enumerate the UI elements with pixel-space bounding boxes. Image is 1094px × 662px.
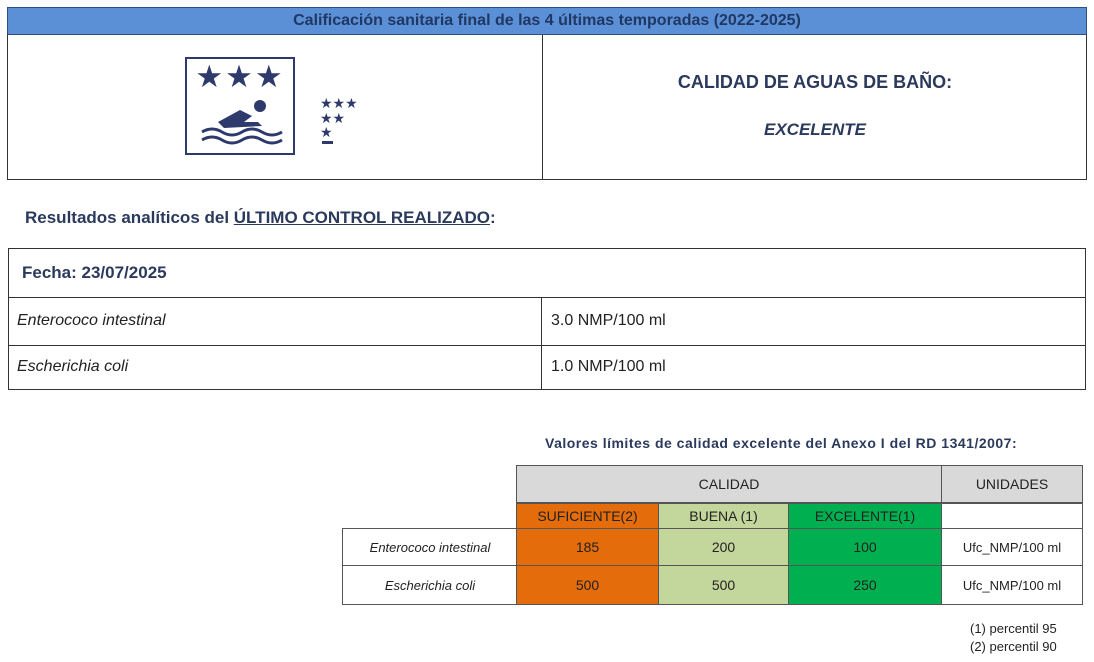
limit-row-name: Escherichia coli <box>342 565 517 605</box>
limit-units: Ufc_NMP/100 ml <box>941 565 1083 605</box>
limits-heading: Valores límites de calidad excelente del Anexo I del RD 1341/2007: <box>545 435 1018 451</box>
col-excelente: EXCELENTE(1) <box>788 503 942 529</box>
svg-text:★: ★ <box>320 125 333 141</box>
limit-units: Ufc_NMP/100 ml <box>941 528 1083 566</box>
units-blank <box>941 503 1083 529</box>
svg-text:★★★: ★★★ <box>320 96 358 112</box>
sample-date: Fecha: 23/07/2025 <box>22 263 167 282</box>
classification-divider <box>542 35 543 180</box>
results-table <box>8 248 1086 390</box>
results-column-divider <box>541 297 542 390</box>
last-control-link[interactable]: ÚLTIMO CONTROL REALIZADO <box>233 208 491 227</box>
table-row <box>9 345 1085 391</box>
footnote: (2) percentil 90 <box>970 639 1057 654</box>
units-header: UNIDADES <box>941 465 1083 503</box>
quality-rating: EXCELENTE <box>763 120 867 139</box>
madrid-flag-icon <box>318 95 368 150</box>
quality-title: CALIDAD DE AGUAS DE BAÑO: <box>677 72 953 92</box>
svg-text:★★: ★★ <box>320 111 346 127</box>
results-heading-suffix: : <box>490 208 496 227</box>
result-name: Escherichia coli <box>17 358 129 375</box>
limit-value: 185 <box>516 528 659 566</box>
swimmer-icon <box>198 96 284 146</box>
limit-value: 500 <box>658 565 789 605</box>
result-value: 1.0 NMP/100 ml <box>551 358 666 375</box>
col-buena: BUENA (1) <box>658 503 789 529</box>
limit-value: 250 <box>788 565 942 605</box>
results-heading <box>25 208 496 228</box>
results-heading-prefix: Resultados analíticos del <box>25 208 234 227</box>
season-header-title: Calificación sanitaria final de las 4 últimas temporadas (2022-2025) <box>293 12 801 29</box>
quality-group-header: CALIDAD <box>516 465 942 503</box>
result-name: Enterococo intestinal <box>17 312 166 329</box>
table-row <box>9 297 1085 345</box>
limit-value: 100 <box>788 528 942 566</box>
limit-value: 500 <box>516 565 659 605</box>
col-suficiente: SUFICIENTE(2) <box>516 503 659 529</box>
classification-box <box>7 35 1087 180</box>
footnote: (1) percentil 95 <box>970 621 1057 636</box>
season-header <box>7 7 1087 35</box>
three-stars-icon: ★★★ <box>195 59 285 94</box>
limit-value: 200 <box>658 528 789 566</box>
result-value: 3.0 NMP/100 ml <box>551 312 666 329</box>
limit-row-name: Enterococo intestinal <box>342 528 517 566</box>
